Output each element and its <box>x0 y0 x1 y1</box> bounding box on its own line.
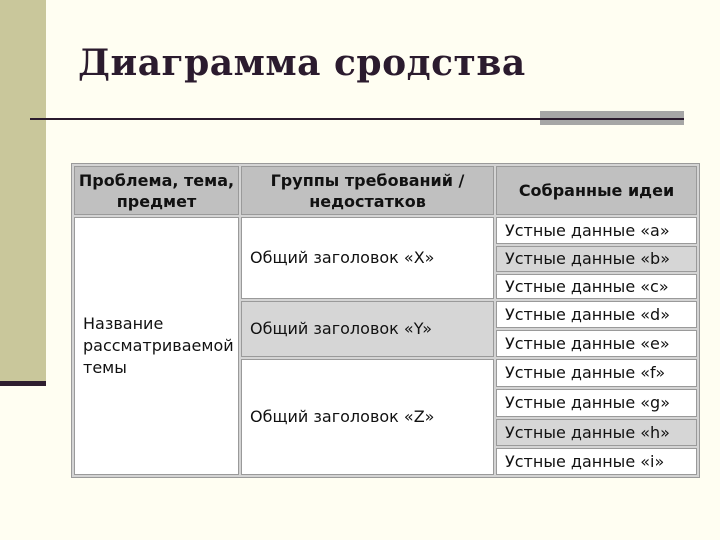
sidebar-band <box>0 0 46 381</box>
idea-cell-b: Устные данные «b» <box>496 246 697 272</box>
header-groups: Группы требований / недостатков <box>241 166 494 215</box>
topic-cell: Название рассматриваемой темы <box>74 217 239 475</box>
idea-cell-a: Устные данные «a» <box>496 217 697 244</box>
group-z-cell: Общий заголовок «Z» <box>241 359 494 475</box>
idea-cell-h: Устные данные «h» <box>496 419 697 446</box>
idea-cell-g: Устные данные «g» <box>496 389 697 417</box>
sidebar-cap <box>0 381 46 386</box>
slide-title: Диаграмма сродства <box>78 42 526 84</box>
idea-cell-c: Устные данные «c» <box>496 274 697 299</box>
idea-cell-d: Устные данные «d» <box>496 301 697 328</box>
group-y-cell: Общий заголовок «Y» <box>241 301 494 357</box>
idea-cell-f: Устные данные «f» <box>496 359 697 387</box>
idea-cell-e: Устные данные «e» <box>496 330 697 357</box>
header-ideas: Собранные идеи <box>496 166 697 215</box>
title-rule <box>30 118 540 120</box>
header-problem: Проблема, тема, предмет <box>74 166 239 215</box>
title-rule-accent-line <box>540 118 684 120</box>
group-x-cell: Общий заголовок «X» <box>241 217 494 299</box>
idea-cell-i: Устные данные «i» <box>496 448 697 475</box>
